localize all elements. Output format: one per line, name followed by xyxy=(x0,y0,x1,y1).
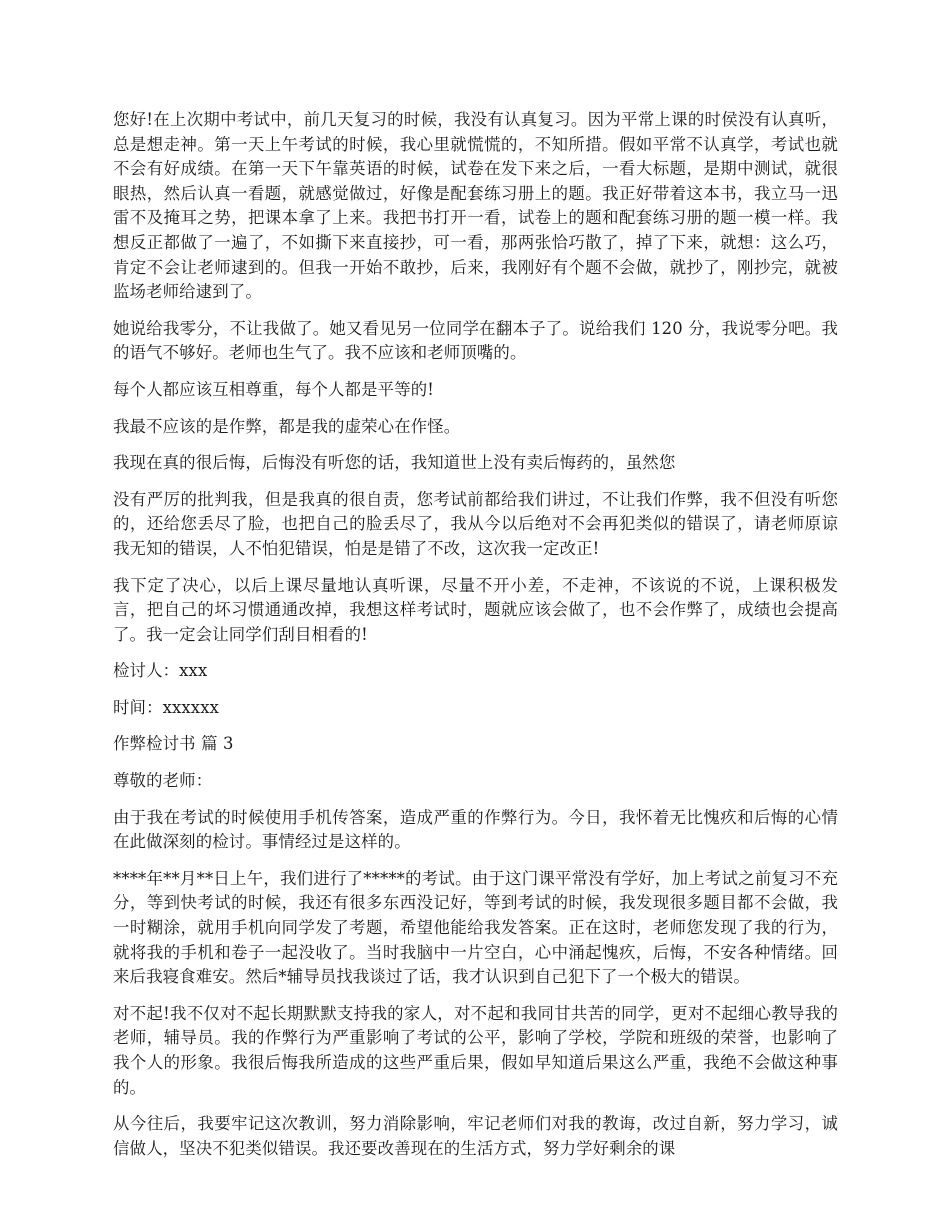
paragraph-resolution: 我下定了决心，以后上课尽量地认真听课，尽量不开小差，不走神，不该说的不说，上课积极发言，把自己的坏习惯通通改掉，我想这样考试时，题就应该会做了，也不会作弊了，成绩也会提高了。我一定会让同学们刮目相看的! xyxy=(113,575,838,644)
paragraph-future-commitment: 从今往后，我要牢记这次教训，努力消除影响，牢记老师们对我的教诲，改过自新，努力学习，诚信做人，坚决不犯类似错误。我还要改善现在的生活方式，努力学好剩余的课 xyxy=(113,1114,838,1158)
document-body xyxy=(113,108,838,1173)
paragraph-self-blame: 没有严厉的批判我，但是我真的很自责，您考试前都给我们讲过，不让我们作弊，我不但没有听您的，还给您丢尽了脸，也把自己的脸丢尽了，我从今以后绝对不会再犯类似的错误了，请老师原谅我无知的错误，人不怕犯错误，怕是是错了不改，这次我一定改正! xyxy=(113,489,838,558)
paragraph-teacher-response: 她说给我零分，不让我做了。她又看见另一位同学在翻本子了。说给我们 120 分，我说零分吧。我的语气不够好。老师也生气了。我不应该和老师顶嘴的。 xyxy=(113,318,838,363)
paragraph-exam-incident: 您好!在上次期中考试中，前几天复习的时候，我没有认真复习。因为平常上课的时侯没有认真听，总是想走神。第一天上午考试的时候，我心里就慌慌的，不知所措。假如平常不认真学，考试也就不会有好成绩。在第一天下午靠英语的时候，试卷在发下来之后，一看大标题，是期中测试，就很眼热，然后认真一看题，就感觉做过，好像是配套练习册上的题。我正好带着这本书，我立马一迅雷不及掩耳之势，把课本拿了上来。我把书打开一看，试卷上的题和配套练习册的题一模一样。我想反正都做了一遍了，不如撕下来直接抄，可一看，那两张恰巧散了，掉了下来，就想：这么巧，肯定不会让老师逮到的。但我一开始不敢抄，后来，我刚好有个题不会做，就抄了，刚抄完，就被监场老师给逮到了。 xyxy=(113,110,838,302)
paragraph-regret: 我现在真的很后悔，后悔没有听您的话，我知道世上没有卖后悔药的，虽然您 xyxy=(113,453,676,473)
paragraph-phone-cheating: 由于我在考试的时候使用手机传答案，造成严重的作弊行为。今日，我怀着无比愧疚和后悔的心情在此做深刻的检讨。事情经过是这样的。 xyxy=(113,807,838,852)
paragraph-vanity: 我最不应该的是作弊，都是我的虚荣心在作怪。 xyxy=(113,416,461,436)
signature-reviewer: 检讨人：xxx xyxy=(113,661,208,681)
paragraph-event-details: ****年**月**日上午，我们进行了*****的考试。由于这门课平常没有学好，加上考试之前复习不充分，等到快考试的时候，我还有很多东西没记好，等到考试的时候，我发现很多题目都不会做，我一时糊涂，就用手机向同学发了考题，希望他能给我发答案。正在这时，老师您发现了我的行为，就将我的手机和卷子一起没收了。当时我脑中一片空白，心中涌起愧疚，后悔，不安各种情绪。回来后我寝食难安。然后*辅导员找我谈过了话，我才认识到自己犯下了一个极大的错误。 xyxy=(113,868,838,987)
salutation: 尊敬的老师： xyxy=(113,771,213,791)
signature-date: 时间：xxxxxx xyxy=(113,697,219,717)
section-heading: 作弊检讨书 篇 3 xyxy=(113,734,234,754)
paragraph-mutual-respect: 每个人都应该互相尊重，每个人都是平等的! xyxy=(113,379,435,399)
paragraph-apology: 对不起!我不仅对不起长期默默支持我的家人，对不起和我同甘共苦的同学，更对不起细心教导我的老师，辅导员。我的作弊行为严重影响了考试的公平，影响了学校，学院和班级的荣誉，也影响了我个人的形象。我很后悔我所造成的这些严重后果，假如早知道后果这么严重，我绝不会做这种事的。 xyxy=(113,1003,838,1097)
